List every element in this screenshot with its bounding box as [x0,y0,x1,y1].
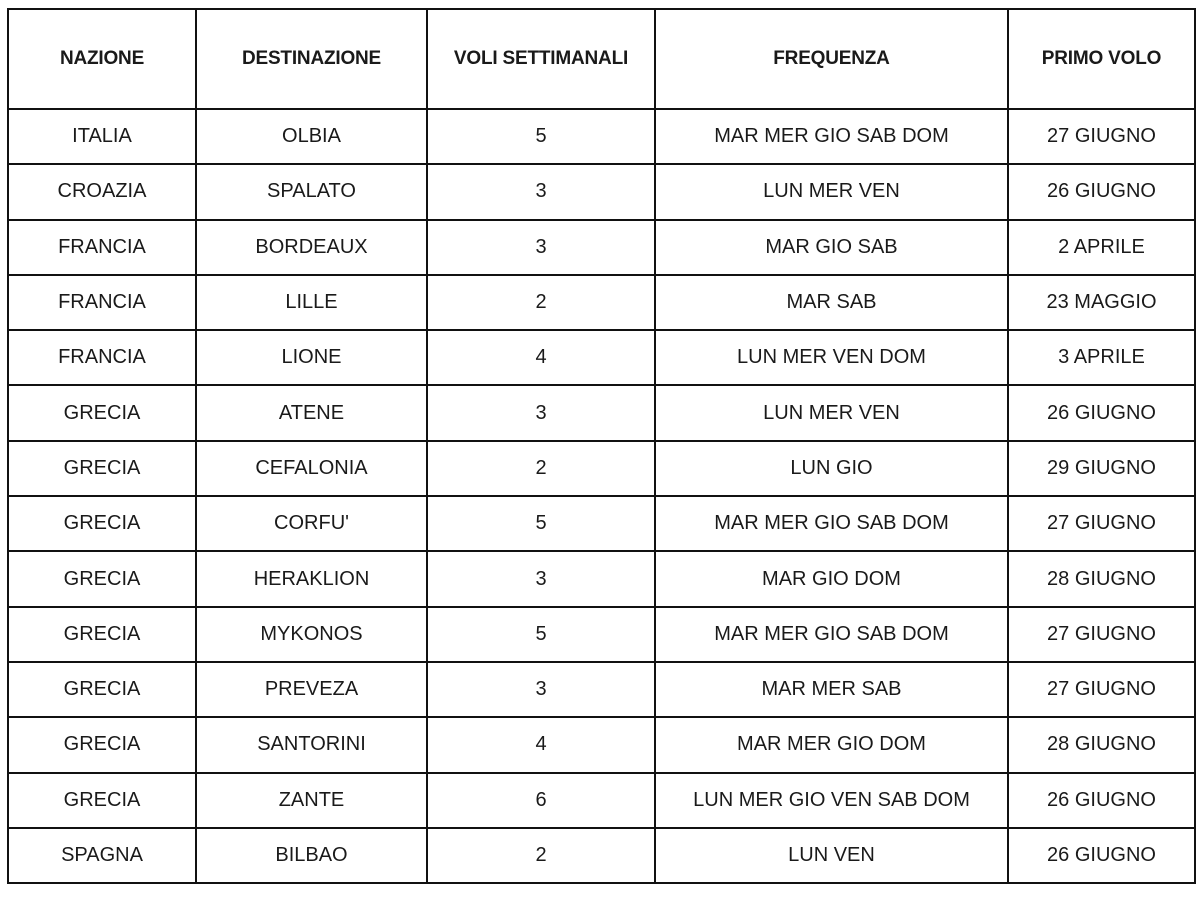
cell-nazione: GRECIA [8,662,196,717]
cell-destinazione: ATENE [196,385,427,440]
cell-voli-settimanali: 4 [427,330,655,385]
table-row [8,828,1195,883]
table-row [8,773,1195,828]
cell-primo-volo: 2 APRILE [1008,220,1195,275]
cell-nazione: GRECIA [8,496,196,551]
header-destinazione: DESTINAZIONE [196,9,427,109]
cell-destinazione: LIONE [196,330,427,385]
cell-voli-settimanali: 3 [427,164,655,219]
header-voli-settimanali: VOLI SETTIMANALI [427,9,655,109]
cell-voli-settimanali: 5 [427,496,655,551]
cell-destinazione: SANTORINI [196,717,427,772]
cell-voli-settimanali: 2 [427,441,655,496]
cell-primo-volo: 28 GIUGNO [1008,717,1195,772]
cell-destinazione: PREVEZA [196,662,427,717]
cell-nazione: FRANCIA [8,220,196,275]
cell-primo-volo: 29 GIUGNO [1008,441,1195,496]
cell-voli-settimanali: 5 [427,109,655,164]
cell-frequenza: LUN MER GIO VEN SAB DOM [655,773,1008,828]
cell-voli-settimanali: 3 [427,662,655,717]
table-header [8,9,1195,109]
table-row [8,551,1195,606]
table-row [8,275,1195,330]
cell-primo-volo: 26 GIUGNO [1008,385,1195,440]
cell-frequenza: MAR MER GIO SAB DOM [655,109,1008,164]
cell-primo-volo: 26 GIUGNO [1008,828,1195,883]
cell-nazione: ITALIA [8,109,196,164]
cell-frequenza: LUN MER VEN [655,385,1008,440]
cell-destinazione: MYKONOS [196,607,427,662]
cell-primo-volo: 3 APRILE [1008,330,1195,385]
table-row [8,662,1195,717]
cell-primo-volo: 27 GIUGNO [1008,109,1195,164]
cell-frequenza: MAR MER GIO DOM [655,717,1008,772]
table-row [8,717,1195,772]
cell-destinazione: OLBIA [196,109,427,164]
header-primo-volo: PRIMO VOLO [1008,9,1195,109]
cell-destinazione: ZANTE [196,773,427,828]
cell-nazione: FRANCIA [8,275,196,330]
cell-destinazione: HERAKLION [196,551,427,606]
cell-frequenza: LUN MER VEN [655,164,1008,219]
cell-frequenza: LUN MER VEN DOM [655,330,1008,385]
cell-frequenza: LUN VEN [655,828,1008,883]
cell-frequenza: MAR MER SAB [655,662,1008,717]
table-row [8,330,1195,385]
cell-destinazione: LILLE [196,275,427,330]
table-row [8,441,1195,496]
cell-voli-settimanali: 5 [427,607,655,662]
cell-frequenza: MAR SAB [655,275,1008,330]
cell-primo-volo: 26 GIUGNO [1008,164,1195,219]
header-nazione: NAZIONE [8,9,196,109]
cell-primo-volo: 27 GIUGNO [1008,607,1195,662]
cell-primo-volo: 23 MAGGIO [1008,275,1195,330]
flights-table [7,8,1196,884]
table-row [8,607,1195,662]
cell-frequenza: MAR MER GIO SAB DOM [655,607,1008,662]
cell-primo-volo: 27 GIUGNO [1008,496,1195,551]
cell-frequenza: LUN GIO [655,441,1008,496]
cell-destinazione: BILBAO [196,828,427,883]
cell-voli-settimanali: 2 [427,275,655,330]
cell-nazione: CROAZIA [8,164,196,219]
cell-frequenza: MAR GIO DOM [655,551,1008,606]
cell-nazione: SPAGNA [8,828,196,883]
table-row [8,385,1195,440]
cell-voli-settimanali: 6 [427,773,655,828]
cell-primo-volo: 28 GIUGNO [1008,551,1195,606]
header-frequenza: FREQUENZA [655,9,1008,109]
table-row [8,496,1195,551]
cell-nazione: GRECIA [8,551,196,606]
cell-destinazione: CORFU' [196,496,427,551]
cell-destinazione: BORDEAUX [196,220,427,275]
cell-nazione: FRANCIA [8,330,196,385]
cell-voli-settimanali: 3 [427,551,655,606]
table-row [8,220,1195,275]
table-row [8,109,1195,164]
cell-nazione: GRECIA [8,441,196,496]
cell-voli-settimanali: 4 [427,717,655,772]
cell-nazione: GRECIA [8,385,196,440]
table-row [8,164,1195,219]
cell-destinazione: SPALATO [196,164,427,219]
cell-nazione: GRECIA [8,607,196,662]
cell-destinazione: CEFALONIA [196,441,427,496]
cell-voli-settimanali: 3 [427,220,655,275]
cell-primo-volo: 26 GIUGNO [1008,773,1195,828]
cell-voli-settimanali: 2 [427,828,655,883]
cell-primo-volo: 27 GIUGNO [1008,662,1195,717]
cell-voli-settimanali: 3 [427,385,655,440]
cell-frequenza: MAR GIO SAB [655,220,1008,275]
cell-nazione: GRECIA [8,717,196,772]
cell-frequenza: MAR MER GIO SAB DOM [655,496,1008,551]
table-body [8,109,1195,883]
flights-table-container [7,8,1196,884]
header-row [8,9,1195,109]
cell-nazione: GRECIA [8,773,196,828]
